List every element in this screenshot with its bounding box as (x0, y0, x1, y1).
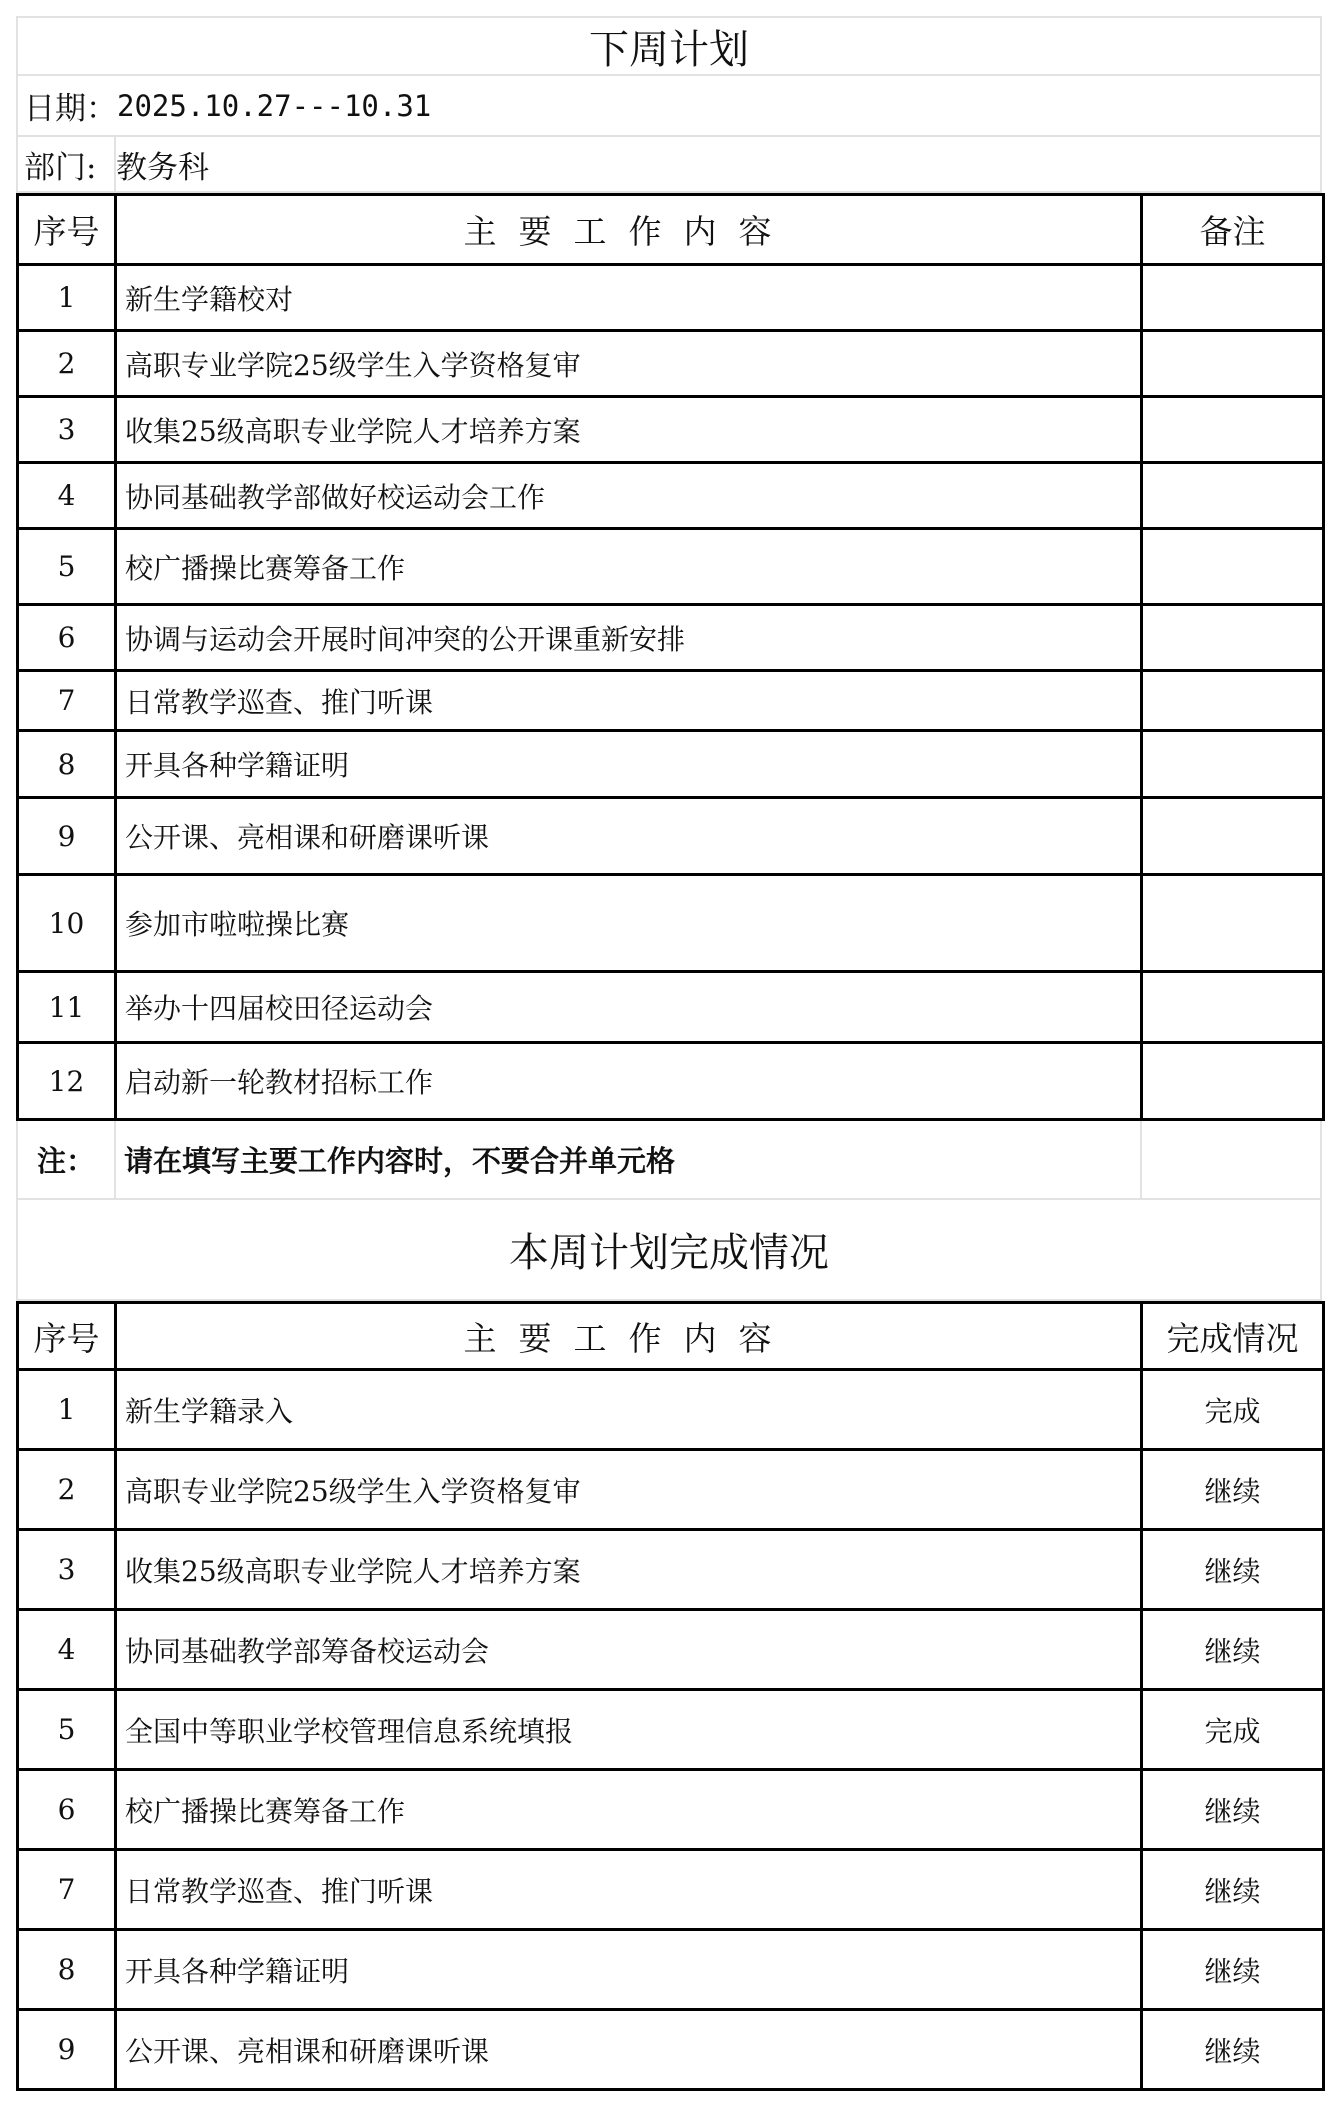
col-header-number: 序号 (18, 1303, 116, 1370)
row-status[interactable]: 继续 (1142, 1850, 1324, 1930)
row-content[interactable]: 启动新一轮教材招标工作 (116, 1043, 1142, 1120)
note-label: 注： (36, 1144, 95, 1178)
date-label: 日期： (24, 91, 117, 127)
table-row (18, 1930, 1324, 2010)
row-number[interactable]: 8 (18, 1930, 116, 2010)
table-row (18, 972, 1324, 1043)
table-row (18, 671, 1324, 731)
row-remark[interactable] (1142, 798, 1324, 875)
department-label: 部门: (24, 149, 97, 186)
table-row (18, 463, 1324, 529)
row-number[interactable]: 5 (18, 529, 116, 605)
table-row (18, 529, 1324, 605)
row-number[interactable]: 1 (18, 1370, 116, 1450)
department-value: 教务科 (116, 149, 209, 186)
row-content[interactable]: 协调与运动会开展时间冲突的公开课重新安排 (116, 605, 1142, 671)
table-row (18, 2010, 1324, 2090)
row-content[interactable]: 校广播操比赛筹备工作 (116, 529, 1142, 605)
table-row (18, 605, 1324, 671)
row-status[interactable]: 继续 (1142, 1530, 1324, 1610)
row-number[interactable]: 1 (18, 265, 116, 331)
row-content[interactable]: 参加市啦啦操比赛 (116, 875, 1142, 972)
table-row (18, 331, 1324, 397)
row-content[interactable]: 开具各种学籍证明 (116, 731, 1142, 798)
next-week-header-row (18, 195, 1324, 265)
row-content[interactable]: 公开课、亮相课和研磨课听课 (116, 798, 1142, 875)
department-row[interactable] (16, 137, 1322, 193)
table-row (18, 1043, 1324, 1120)
row-number[interactable]: 2 (18, 1450, 116, 1530)
row-number[interactable]: 4 (18, 463, 116, 529)
this-week-table (16, 1301, 1325, 2091)
table-row (18, 397, 1324, 463)
row-remark[interactable] (1142, 1043, 1324, 1120)
note-text: 请在填写主要工作内容时，不要合并单元格 (124, 1144, 676, 1178)
next-week-title: 下周计划 (589, 26, 749, 73)
row-content[interactable]: 收集25级高职专业学院人才培养方案 (116, 397, 1142, 463)
row-content[interactable]: 协同基础教学部做好校运动会工作 (116, 463, 1142, 529)
row-status[interactable]: 完成 (1142, 1370, 1324, 1450)
col-header-status: 完成情况 (1142, 1303, 1324, 1370)
row-status[interactable]: 完成 (1142, 1690, 1324, 1770)
row-remark[interactable] (1142, 972, 1324, 1043)
row-content[interactable]: 校广播操比赛筹备工作 (116, 1770, 1142, 1850)
this-week-title-row (16, 1200, 1322, 1301)
col-header-remark: 备注 (1142, 195, 1324, 265)
row-content[interactable]: 公开课、亮相课和研磨课听课 (116, 2010, 1142, 2090)
row-remark[interactable] (1142, 671, 1324, 731)
note-label-cell[interactable] (18, 1121, 116, 1198)
row-remark[interactable] (1142, 731, 1324, 798)
col-header-content: 主要工作内容 (116, 195, 1142, 265)
row-remark[interactable] (1142, 875, 1324, 972)
row-number[interactable]: 6 (18, 1770, 116, 1850)
next-week-table (16, 193, 1325, 1121)
table-row (18, 798, 1324, 875)
row-number[interactable]: 7 (18, 671, 116, 731)
row-number[interactable]: 12 (18, 1043, 116, 1120)
row-content[interactable]: 全国中等职业学校管理信息系统填报 (116, 1690, 1142, 1770)
col-header-number: 序号 (18, 195, 116, 265)
row-number[interactable]: 3 (18, 1530, 116, 1610)
row-number[interactable]: 7 (18, 1850, 116, 1930)
row-number[interactable]: 4 (18, 1610, 116, 1690)
table-row (18, 1530, 1324, 1610)
row-number[interactable]: 10 (18, 875, 116, 972)
row-status[interactable]: 继续 (1142, 1930, 1324, 2010)
this-week-header-row (18, 1303, 1324, 1370)
note-empty-cell[interactable] (1142, 1121, 1320, 1198)
row-remark[interactable] (1142, 331, 1324, 397)
row-status[interactable]: 继续 (1142, 1770, 1324, 1850)
department-label-cell[interactable] (18, 137, 116, 191)
row-content[interactable]: 开具各种学籍证明 (116, 1930, 1142, 2010)
row-remark[interactable] (1142, 529, 1324, 605)
note-row (16, 1121, 1322, 1200)
department-value-cell[interactable] (116, 137, 1142, 191)
row-remark[interactable] (1142, 463, 1324, 529)
table-row (18, 875, 1324, 972)
date-value: 2025.10.27---10.31 (117, 88, 432, 123)
this-week-title: 本周计划完成情况 (509, 1230, 829, 1276)
row-remark[interactable] (1142, 605, 1324, 671)
next-week-title-row (16, 16, 1322, 76)
row-remark[interactable] (1142, 397, 1324, 463)
row-content[interactable]: 协同基础教学部筹备校运动会 (116, 1610, 1142, 1690)
row-remark[interactable] (1142, 265, 1324, 331)
row-content[interactable]: 举办十四届校田径运动会 (116, 972, 1142, 1043)
row-content[interactable]: 日常教学巡查、推门听课 (116, 1850, 1142, 1930)
row-number[interactable]: 8 (18, 731, 116, 798)
row-number[interactable]: 6 (18, 605, 116, 671)
row-status[interactable]: 继续 (1142, 1450, 1324, 1530)
row-number[interactable]: 3 (18, 397, 116, 463)
row-number[interactable]: 9 (18, 798, 116, 875)
worksheet (16, 16, 1322, 2091)
table-row (18, 1850, 1324, 1930)
row-content[interactable]: 新生学籍校对 (116, 265, 1142, 331)
table-row (18, 1610, 1324, 1690)
row-number[interactable]: 9 (18, 2010, 116, 2090)
table-row (18, 1450, 1324, 1530)
date-row[interactable] (16, 76, 1322, 137)
row-status[interactable]: 继续 (1142, 2010, 1324, 2090)
table-row (18, 731, 1324, 798)
row-content[interactable]: 高职专业学院25级学生入学资格复审 (116, 331, 1142, 397)
note-text-cell[interactable] (116, 1121, 1142, 1198)
row-content[interactable]: 新生学籍录入 (116, 1370, 1142, 1450)
row-content[interactable]: 日常教学巡查、推门听课 (116, 671, 1142, 731)
row-number[interactable]: 2 (18, 331, 116, 397)
row-number[interactable]: 5 (18, 1690, 116, 1770)
table-row (18, 1770, 1324, 1850)
col-header-content: 主要工作内容 (116, 1303, 1142, 1370)
row-content[interactable]: 收集25级高职专业学院人才培养方案 (116, 1530, 1142, 1610)
table-row (18, 1690, 1324, 1770)
table-row (18, 265, 1324, 331)
row-content[interactable]: 高职专业学院25级学生入学资格复审 (116, 1450, 1142, 1530)
row-status[interactable]: 继续 (1142, 1610, 1324, 1690)
row-number[interactable]: 11 (18, 972, 116, 1043)
table-row (18, 1370, 1324, 1450)
